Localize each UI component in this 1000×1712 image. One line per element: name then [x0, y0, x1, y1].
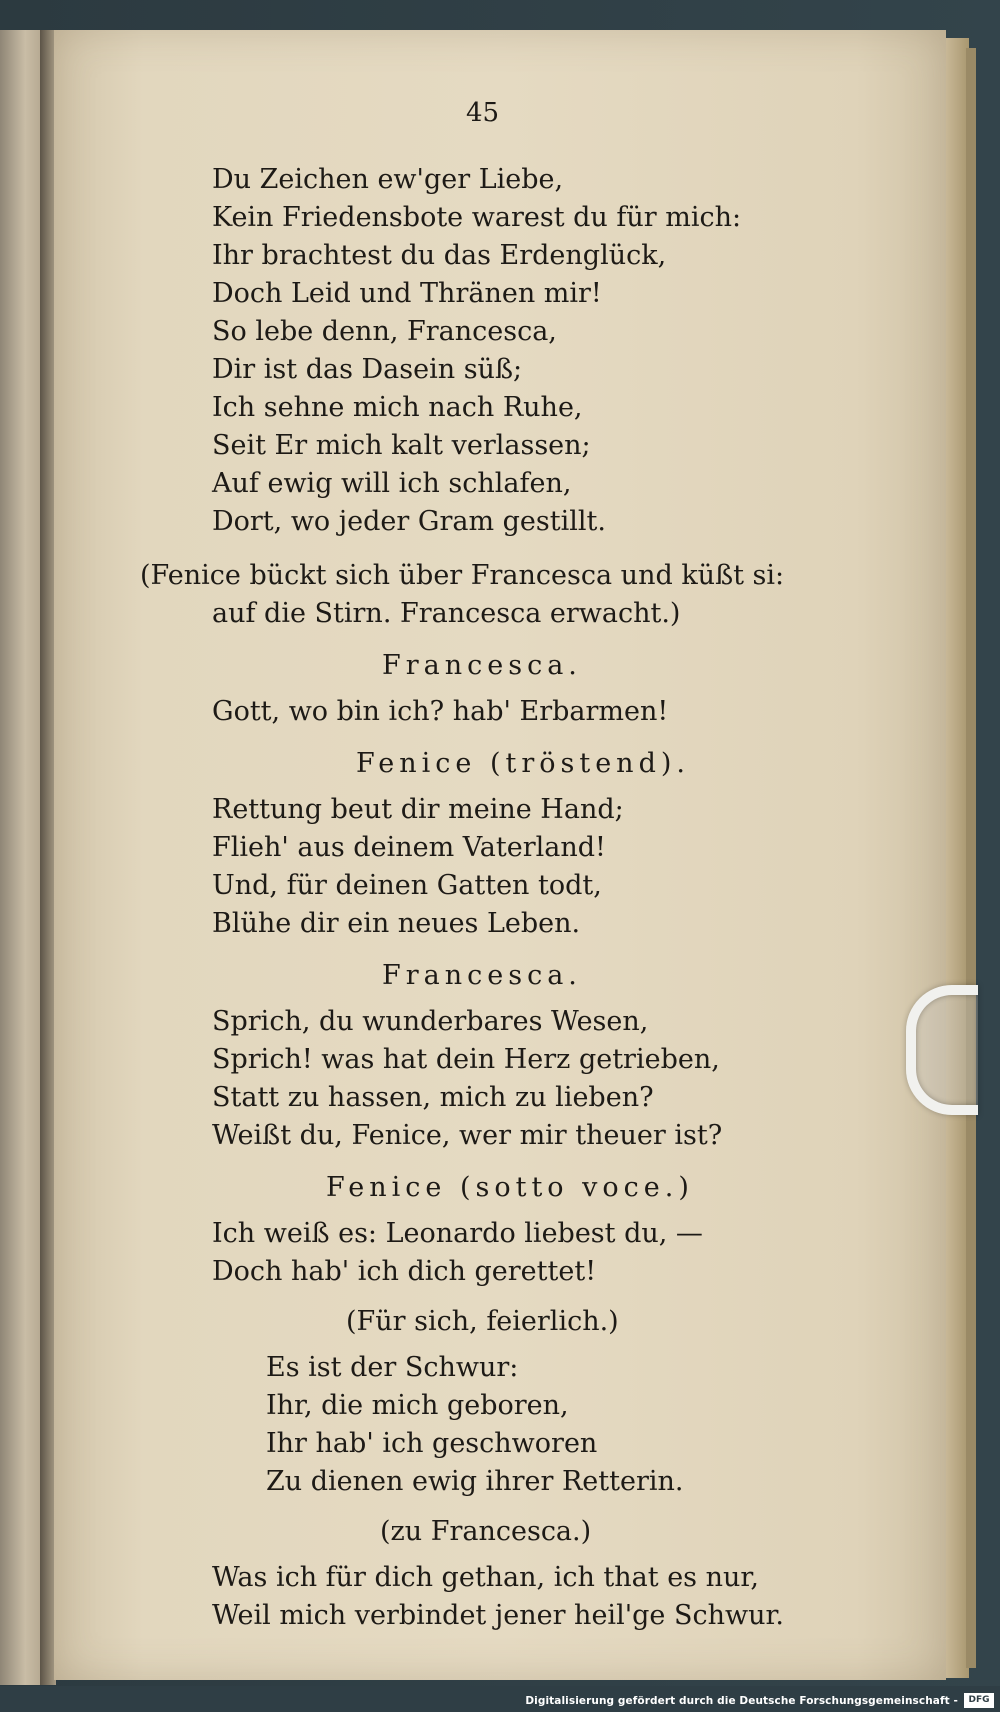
verse-line: Seit Er mich kalt verlassen;: [212, 430, 591, 461]
stage-direction: auf die Stirn. Francesca erwacht.): [212, 598, 681, 629]
verse-line: Es ist der Schwur:: [266, 1352, 519, 1383]
verse-line: Ich weiß es: Leonardo liebest du, —: [212, 1218, 703, 1249]
verse-line: Flieh' aus deinem Vaterland!: [212, 832, 606, 863]
verse-line: Weil mich verbindet jener heil'ge Schwur.: [212, 1600, 784, 1631]
stage-direction: (zu Francesca.): [380, 1516, 592, 1547]
dfg-logo: DFG: [964, 1693, 994, 1708]
speaker-name: Francesca.: [382, 650, 582, 681]
verse-line: Und, für deinen Gatten todt,: [212, 870, 602, 901]
verse-line: Gott, wo bin ich? hab' Erbarmen!: [212, 696, 669, 727]
verse-line: Ihr hab' ich geschworen: [266, 1428, 598, 1459]
verse-line: Ich sehne mich nach Ruhe,: [212, 392, 583, 423]
speaker-name: Fenice (tröstend).: [356, 748, 690, 779]
verse-line: Dir ist das Dasein süß;: [212, 354, 523, 385]
verse-line: Dort, wo jeder Gram gestillt.: [212, 506, 606, 537]
verse-line: Doch Leid und Thränen mir!: [212, 278, 602, 309]
page-number: 45: [466, 98, 500, 128]
stage-direction: (Fenice bückt sich über Francesca und küßt si:: [140, 560, 785, 591]
stage-direction: (Für sich, feierlich.): [346, 1306, 619, 1337]
verse-line: So lebe denn, Francesca,: [212, 316, 557, 347]
speaker-name: Fenice (sotto voce.): [326, 1172, 694, 1203]
footer-bar: [0, 1686, 1000, 1712]
verse-line: Sprich! was hat dein Herz getrieben,: [212, 1044, 720, 1075]
speaker-name: Francesca.: [382, 960, 582, 991]
verse-line: Kein Friedensbote warest du für mich:: [212, 202, 742, 233]
verse-line: Blühe dir ein neues Leben.: [212, 908, 581, 939]
verse-line: Ihr, die mich geboren,: [266, 1390, 569, 1421]
funding-credit: Digitalisierung gefördert durch die Deutsche Forschungsgemeinschaft -: [525, 1695, 958, 1707]
verse-line: Statt zu hassen, mich zu lieben?: [212, 1082, 654, 1113]
verse-line: Ihr brachtest du das Erdenglück,: [212, 240, 667, 271]
verse-line: Weißt du, Fenice, wer mir theuer ist?: [212, 1120, 723, 1151]
verse-line: Doch hab' ich dich gerettet!: [212, 1256, 597, 1287]
verse-line: Was ich für dich gethan, ich that es nur,: [212, 1562, 759, 1593]
verse-line: Sprich, du wunderbares Wesen,: [212, 1006, 649, 1037]
verse-line: Zu dienen ewig ihrer Retterin.: [266, 1466, 684, 1497]
verse-line: Du Zeichen ew'ger Liebe,: [212, 164, 564, 195]
verse-line: Rettung beut dir meine Hand;: [212, 794, 624, 825]
verse-line: Auf ewig will ich schlafen,: [212, 468, 572, 499]
